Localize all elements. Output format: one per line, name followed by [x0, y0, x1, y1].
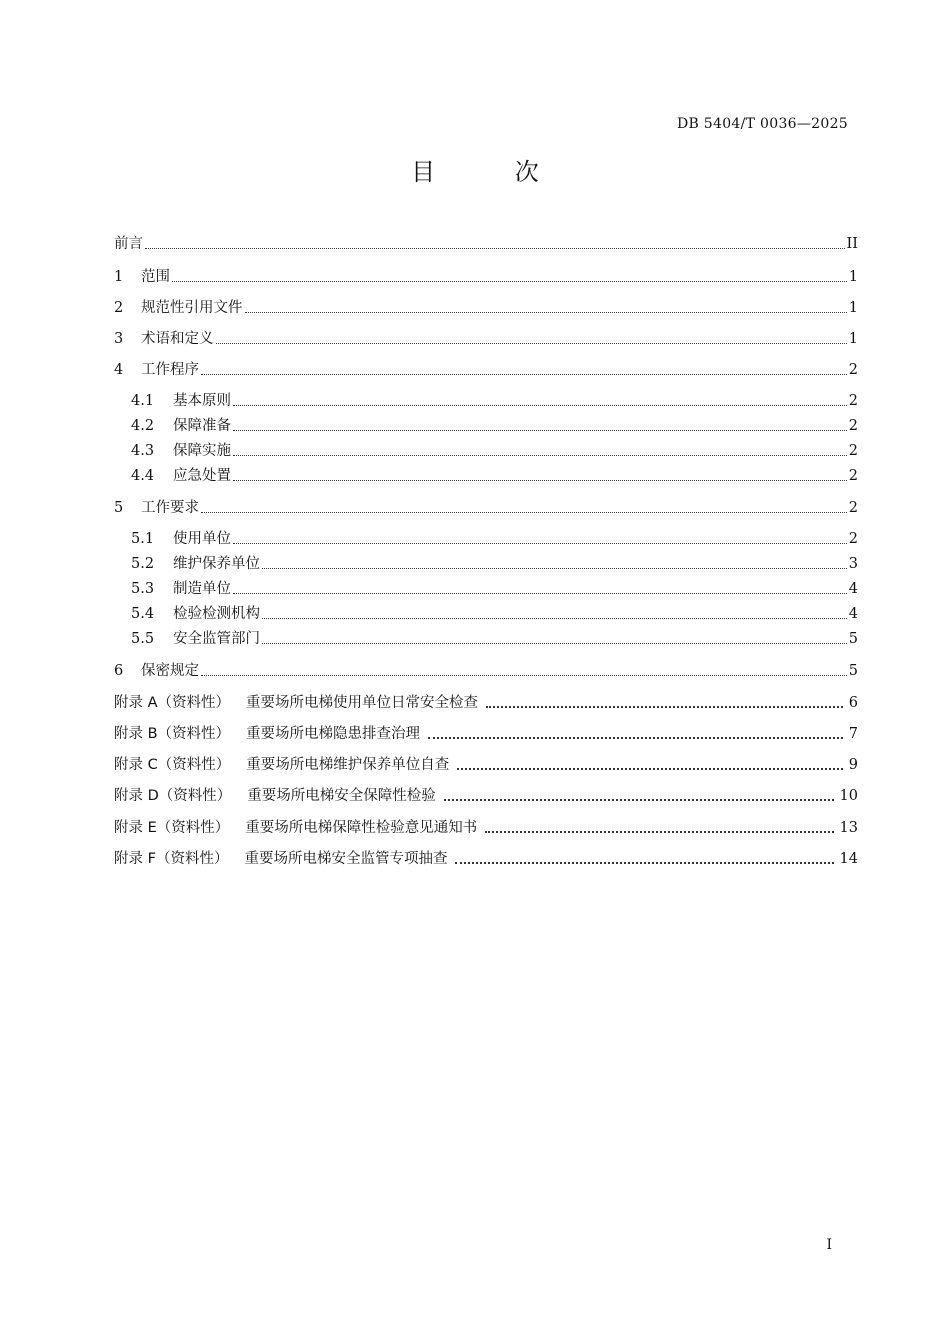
toc-entry-label: 术语和定义	[141, 331, 214, 347]
toc-dot-leader	[262, 617, 847, 619]
toc-entry[interactable]	[131, 527, 858, 549]
toc-dot-leader	[233, 542, 847, 544]
toc-entry-title	[131, 629, 260, 649]
toc-page-number: 4	[848, 606, 858, 622]
toc-entry-number: 5.5	[131, 631, 155, 647]
toc-entry-title	[114, 849, 447, 869]
toc-entry[interactable]	[131, 439, 858, 461]
toc-dot-leader	[233, 404, 847, 406]
toc-entry-title	[131, 604, 260, 624]
toc-entry[interactable]	[114, 753, 858, 775]
toc-entry-label: 重要场所电梯隐患排查治理	[246, 726, 421, 742]
toc-entry-label: 制造单位	[173, 581, 231, 597]
toc-dot-leader	[457, 767, 843, 770]
toc-page-number: 9	[848, 757, 858, 773]
toc-entry-label: 重要场所电梯保障性检验意见通知书	[245, 820, 478, 836]
toc-page-number: 3	[848, 556, 858, 572]
toc-page-number: 2	[848, 468, 858, 484]
toc-entry-label: 保障准备	[173, 418, 231, 434]
toc-page-number: 6	[848, 695, 858, 711]
toc-entry[interactable]	[131, 389, 858, 411]
toc-entry-number: 5	[114, 500, 124, 516]
toc-entry-title	[114, 298, 243, 318]
toc-entry[interactable]	[131, 414, 858, 436]
toc-dot-leader	[245, 311, 847, 313]
toc-entry-title	[114, 755, 449, 775]
toc-entry-label: 保密规定	[141, 663, 199, 679]
toc-entry-label: 使用单位	[173, 531, 231, 547]
toc-dot-leader	[233, 592, 847, 594]
toc-entry-label: 工作程序	[141, 362, 199, 378]
toc-entry-title	[114, 234, 143, 254]
toc-dot-leader	[428, 736, 843, 739]
toc-entry-title	[114, 786, 436, 806]
toc-page-number: 2	[848, 531, 858, 547]
toc-entry-title	[131, 579, 231, 599]
toc-entry[interactable]	[114, 232, 858, 254]
toc-page-number: 10	[839, 788, 858, 804]
toc-entry-number: 附录 A（资料性）	[114, 695, 231, 711]
toc-dot-leader	[262, 642, 847, 644]
toc-entry-label: 保障实施	[173, 443, 231, 459]
toc-dot-leader	[145, 247, 845, 249]
toc-page-number: 1	[848, 269, 858, 285]
toc-entry-label: 重要场所电梯使用单位日常安全检查	[246, 695, 479, 711]
toc-entry-number: 1	[114, 269, 124, 285]
toc-entry-number: 附录 D（资料性）	[114, 788, 232, 804]
toc-entry-label: 检验检测机构	[173, 606, 260, 622]
toc-entry-title	[114, 724, 420, 744]
toc-entry-title	[114, 329, 214, 349]
toc-page-number: 2	[848, 362, 858, 378]
toc-page-number: 2	[848, 418, 858, 434]
toc-entry-title	[131, 529, 231, 549]
toc-dot-leader	[455, 861, 833, 864]
toc-entry[interactable]	[131, 577, 858, 599]
toc-entry[interactable]	[114, 327, 858, 349]
toc-page-number: 7	[848, 726, 858, 742]
toc-dot-leader	[201, 674, 847, 676]
toc-dot-leader	[485, 830, 833, 833]
toc-page-number: 13	[839, 820, 858, 836]
toc-entry-number: 3	[114, 331, 124, 347]
toc-entry-label: 工作要求	[141, 500, 199, 516]
toc-page-number: 14	[839, 851, 858, 867]
toc-entry[interactable]	[114, 691, 858, 713]
toc-entry-number: 4.3	[131, 443, 155, 459]
toc-page-number: 2	[848, 500, 858, 516]
toc-page-number: 2	[848, 443, 858, 459]
toc-dot-leader	[216, 342, 847, 344]
toc-entry-title	[114, 498, 199, 518]
toc-entry-number: 4.2	[131, 418, 155, 434]
toc-entry-number: 5.1	[131, 531, 155, 547]
toc-entry[interactable]	[114, 816, 858, 838]
toc-entry[interactable]	[131, 552, 858, 574]
toc-entry-number: 2	[114, 300, 124, 316]
toc-entry[interactable]	[114, 847, 858, 869]
toc-entry-number: 5.2	[131, 556, 155, 572]
toc-dot-leader	[262, 567, 847, 569]
toc-page-number: 1	[848, 300, 858, 316]
toc-entry[interactable]	[131, 627, 858, 649]
toc-entry-title	[114, 818, 477, 838]
toc-entry[interactable]	[114, 265, 858, 287]
toc-entry-label: 规范性引用文件	[141, 300, 243, 316]
toc-page-number: II	[846, 236, 858, 252]
toc-entry-label: 基本原则	[173, 393, 231, 409]
toc-entry-number: 5.3	[131, 581, 155, 597]
toc-entry-title	[114, 661, 199, 681]
toc-entry-number: 附录 C（资料性）	[114, 757, 231, 773]
toc-entry-label: 应急处置	[173, 468, 231, 484]
toc-entry-label: 重要场所电梯维护保养单位自查	[246, 757, 450, 773]
toc-page-number: 5	[848, 663, 858, 679]
toc-entry-label: 重要场所电梯安全监管专项抽查	[244, 851, 448, 867]
toc-entry[interactable]	[114, 722, 858, 744]
toc-entry[interactable]	[131, 464, 858, 486]
toc-entry-number: 附录 F（资料性）	[114, 851, 229, 867]
toc-entry-number: 4	[114, 362, 124, 378]
toc-entry-number: 4.4	[131, 468, 155, 484]
toc-entry[interactable]	[114, 296, 858, 318]
toc-dot-leader	[486, 705, 843, 708]
toc-dot-leader	[233, 429, 847, 431]
toc-entry-title	[114, 693, 478, 713]
toc-entry-title	[131, 391, 231, 411]
page-title: 目 次	[411, 158, 575, 186]
toc-entry-label: 范围	[141, 269, 170, 285]
toc-dot-leader	[172, 280, 847, 282]
document-code: DB 5404/T 0036—2025	[676, 116, 848, 132]
toc-entry-number: 6	[114, 663, 124, 679]
toc-page-number: 4	[848, 581, 858, 597]
toc-entry-title	[131, 554, 260, 574]
toc-dot-leader	[233, 454, 847, 456]
toc-entry-title	[131, 466, 231, 486]
toc-entry[interactable]	[131, 602, 858, 624]
toc-dot-leader	[201, 511, 847, 513]
toc-entry-number: 5.4	[131, 606, 155, 622]
toc-entry-title	[131, 441, 231, 461]
toc-page-number: 5	[848, 631, 858, 647]
toc-entry[interactable]	[114, 358, 858, 380]
toc-entry[interactable]	[114, 659, 858, 681]
toc-entry-title	[114, 267, 170, 287]
toc-entry-title	[131, 416, 231, 436]
toc-dot-leader	[444, 798, 834, 801]
toc-entry-label: 前言	[114, 236, 143, 252]
toc-page-number: 1	[848, 331, 858, 347]
toc-entry-number: 附录 E（资料性）	[114, 820, 230, 836]
toc-entry-title	[114, 360, 199, 380]
toc-dot-leader	[233, 479, 847, 481]
page-number: I	[826, 1237, 832, 1253]
toc-entry[interactable]	[114, 496, 858, 518]
toc-entry-number: 附录 B（资料性）	[114, 726, 231, 742]
toc-entry-number: 4.1	[131, 393, 155, 409]
toc-entry-label: 重要场所电梯安全保障性检验	[247, 788, 436, 804]
toc-page-number: 2	[848, 393, 858, 409]
toc-entry[interactable]	[114, 784, 858, 806]
toc-dot-leader	[201, 373, 847, 375]
toc-entry-label: 安全监管部门	[173, 631, 260, 647]
toc-entry-label: 维护保养单位	[173, 556, 260, 572]
